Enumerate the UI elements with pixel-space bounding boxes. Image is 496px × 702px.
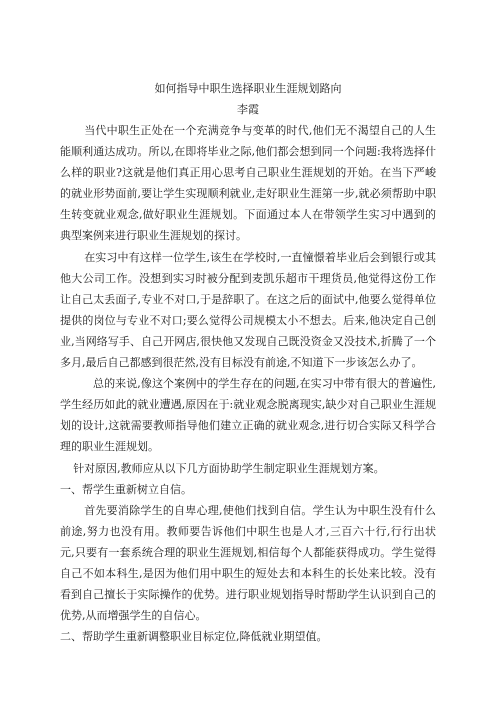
- document-body: [60, 120, 436, 647]
- paragraph-intro: 当代中职生正处在一个充满竞争与变革的时代,他们无不渴望自己的人生能顺利通达成功。所以,在即将毕业之际,他们都会想到同一个问题:我将选择什么样的职业?这就是他们真正用心思考自己职业生涯规划的开始。在当下严峻的就业形势面前,要让学生实现顺利就业,走好职业生涯第一步,就必须帮助中职生转变就业观念,做好职业生涯规划。下面通过本人在带领学生实习中遇到的典型案例来进行职业生涯规划的探讨。: [60, 124, 436, 243]
- paragraph-approach: 针对原因,教师应从以下几方面协助学生制定职业生涯规划方案。: [73, 461, 385, 475]
- section-heading-1: 一、帮学生重新树立自信。: [60, 482, 192, 496]
- paragraph-confidence: 首先要消除学生的自卑心理,使他们找到自信。学生认为中职生没有什么前途,努力也没有用。教师要告诉他们中职生也是人才,三百六十行,行行出状元,只要有一套系统合理的职业生涯规划,相信每个人都能获得成功。学生觉得自己不如本科生,是因为他们用中职生的短处去和本科生的长处来比较。没有看到自己擅长于实际操作的优势。进行职业规划指导时帮助学生认识到自己的优势,从而增强学生的自信心。: [60, 503, 436, 623]
- document-title: 如何指导中职生选择职业生涯规划路向: [154, 82, 342, 95]
- paragraph-case: 在实习中有这样一位学生,该生在学校时,一直憧憬着毕业后会到银行或其他大公司工作。没想到实习时被分配到麦凯乐超市干理货员,他觉得这份工作让自己太丢面子,专业不对口,于是辞职了。在这之后的面试中,他要么觉得单位提供的岗位与专业不对口;要么觉得公司规模太小不想去。后来,他决定自己创业,当网络写手、自己开网店,很快他又发现自己既没资金又没技术,折腾了一个多月,最后自己都感到很茫然,没有目标没有前途,不知道下一步该怎么办了。: [60, 250, 436, 370]
- paragraph-summary: 总的来说,像这个案例中的学生存在的问题,在实习中带有很大的普遍性,学生经历如此的就业遭遇,原因在于:就业观念脱离现实,缺少对自己职业生涯规划的设计,这就需要教师指导他们建立正确的就业观念,进行切合实际又科学合理的职业生涯规划。: [60, 377, 436, 454]
- document-author: 李霞: [237, 103, 259, 116]
- section-heading-2: 二、帮助学生重新调整职业目标定位,降低就业期望值。: [60, 630, 328, 644]
